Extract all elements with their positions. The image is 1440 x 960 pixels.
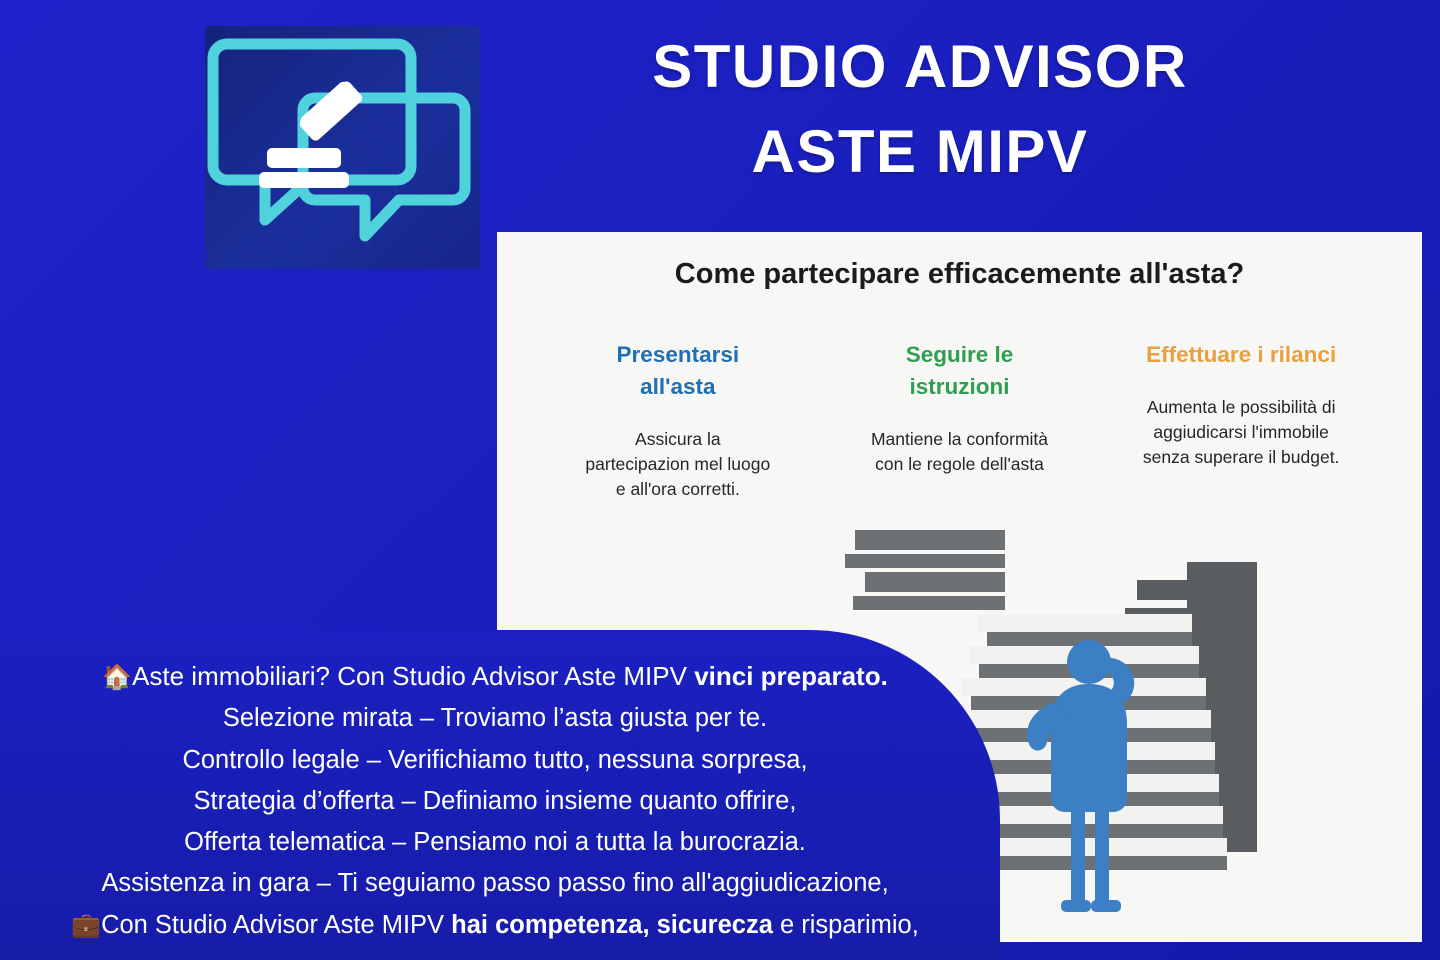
bullet-line-6: Assistenza in gara – Ti seguiamo passo passo fino all'aggiudicazione, <box>101 869 889 898</box>
step-column-presentarsi <box>537 339 819 501</box>
bullet-line-7-text: Con Studio Advisor Aste MIPV <box>101 910 452 939</box>
bullet-line-1-emphasis: vinci preparato. <box>694 661 888 692</box>
step-body-line-2: con le regole dell'asta <box>875 453 1044 474</box>
step-title-line-1: Seguire le <box>905 342 1014 367</box>
step-title-line-1: Effettuare i rilanci <box>1146 342 1337 367</box>
step-body <box>1112 395 1370 470</box>
bullet-line-7-tail: e risparimio, <box>772 910 919 939</box>
bullet-line-7 <box>0 905 990 946</box>
step-body-line-2: aggiudicarsi l'immobile <box>1153 421 1329 442</box>
bullet-line-1-text: Aste immobiliari? Con Studio Advisor Aste MIPV <box>132 661 695 692</box>
step-body-line-1: Aumenta le possibilità di <box>1146 396 1336 417</box>
step-title <box>549 339 807 403</box>
card-heading: Come partecipare efficacemente all'asta? <box>674 258 1245 290</box>
bullet-line-4: Strategia d’offerta – Definiamo insieme quanto offrire, <box>193 786 797 815</box>
step-column-rilanci <box>1100 339 1382 501</box>
step-body-line-1: Assicura la <box>635 428 721 449</box>
bullet-line-7-emphasis: hai competenza, sicurecza <box>451 910 773 939</box>
bullet-line-3: Controllo legale – Verifichiamo tutto, nessuna sorpresa, <box>182 745 808 774</box>
title-line-1: STUDIO ADVISOR <box>652 33 1188 100</box>
step-body-line-3: e all'ora corretti. <box>615 478 740 499</box>
step-title <box>831 339 1089 403</box>
step-title <box>1112 339 1370 371</box>
step-body <box>831 427 1089 477</box>
step-column-seguire <box>819 339 1101 501</box>
step-body-line-3: senza superare il budget. <box>1142 446 1340 467</box>
bullet-line-5: Offerta telematica – Pensiamo noi a tutta la burocrazia. <box>184 828 806 857</box>
step-title-line-1: Presentarsi <box>616 342 740 367</box>
steps-columns <box>497 339 1422 501</box>
step-title-line-2: istruzioni <box>909 373 1010 399</box>
briefcase-icon: 💼 <box>71 911 102 939</box>
step-body-line-1: Mantiene la conformità <box>870 428 1049 449</box>
step-body-line-2: partecipazion mel luogo <box>585 453 771 474</box>
bullet-line-2: Selezione mirata – Troviamo l’asta giusta per te. <box>222 704 768 733</box>
title-line-2: ASTE MIPV <box>751 118 1089 186</box>
house-icon: 🏠 <box>102 664 133 692</box>
gavel-speech-bubble-icon <box>205 26 480 269</box>
logo <box>205 26 480 269</box>
step-body <box>549 427 807 502</box>
bullet-list <box>0 655 990 946</box>
page-title <box>460 24 1380 194</box>
step-title-line-2: all'asta <box>640 373 716 399</box>
bullet-line-1 <box>0 655 990 698</box>
